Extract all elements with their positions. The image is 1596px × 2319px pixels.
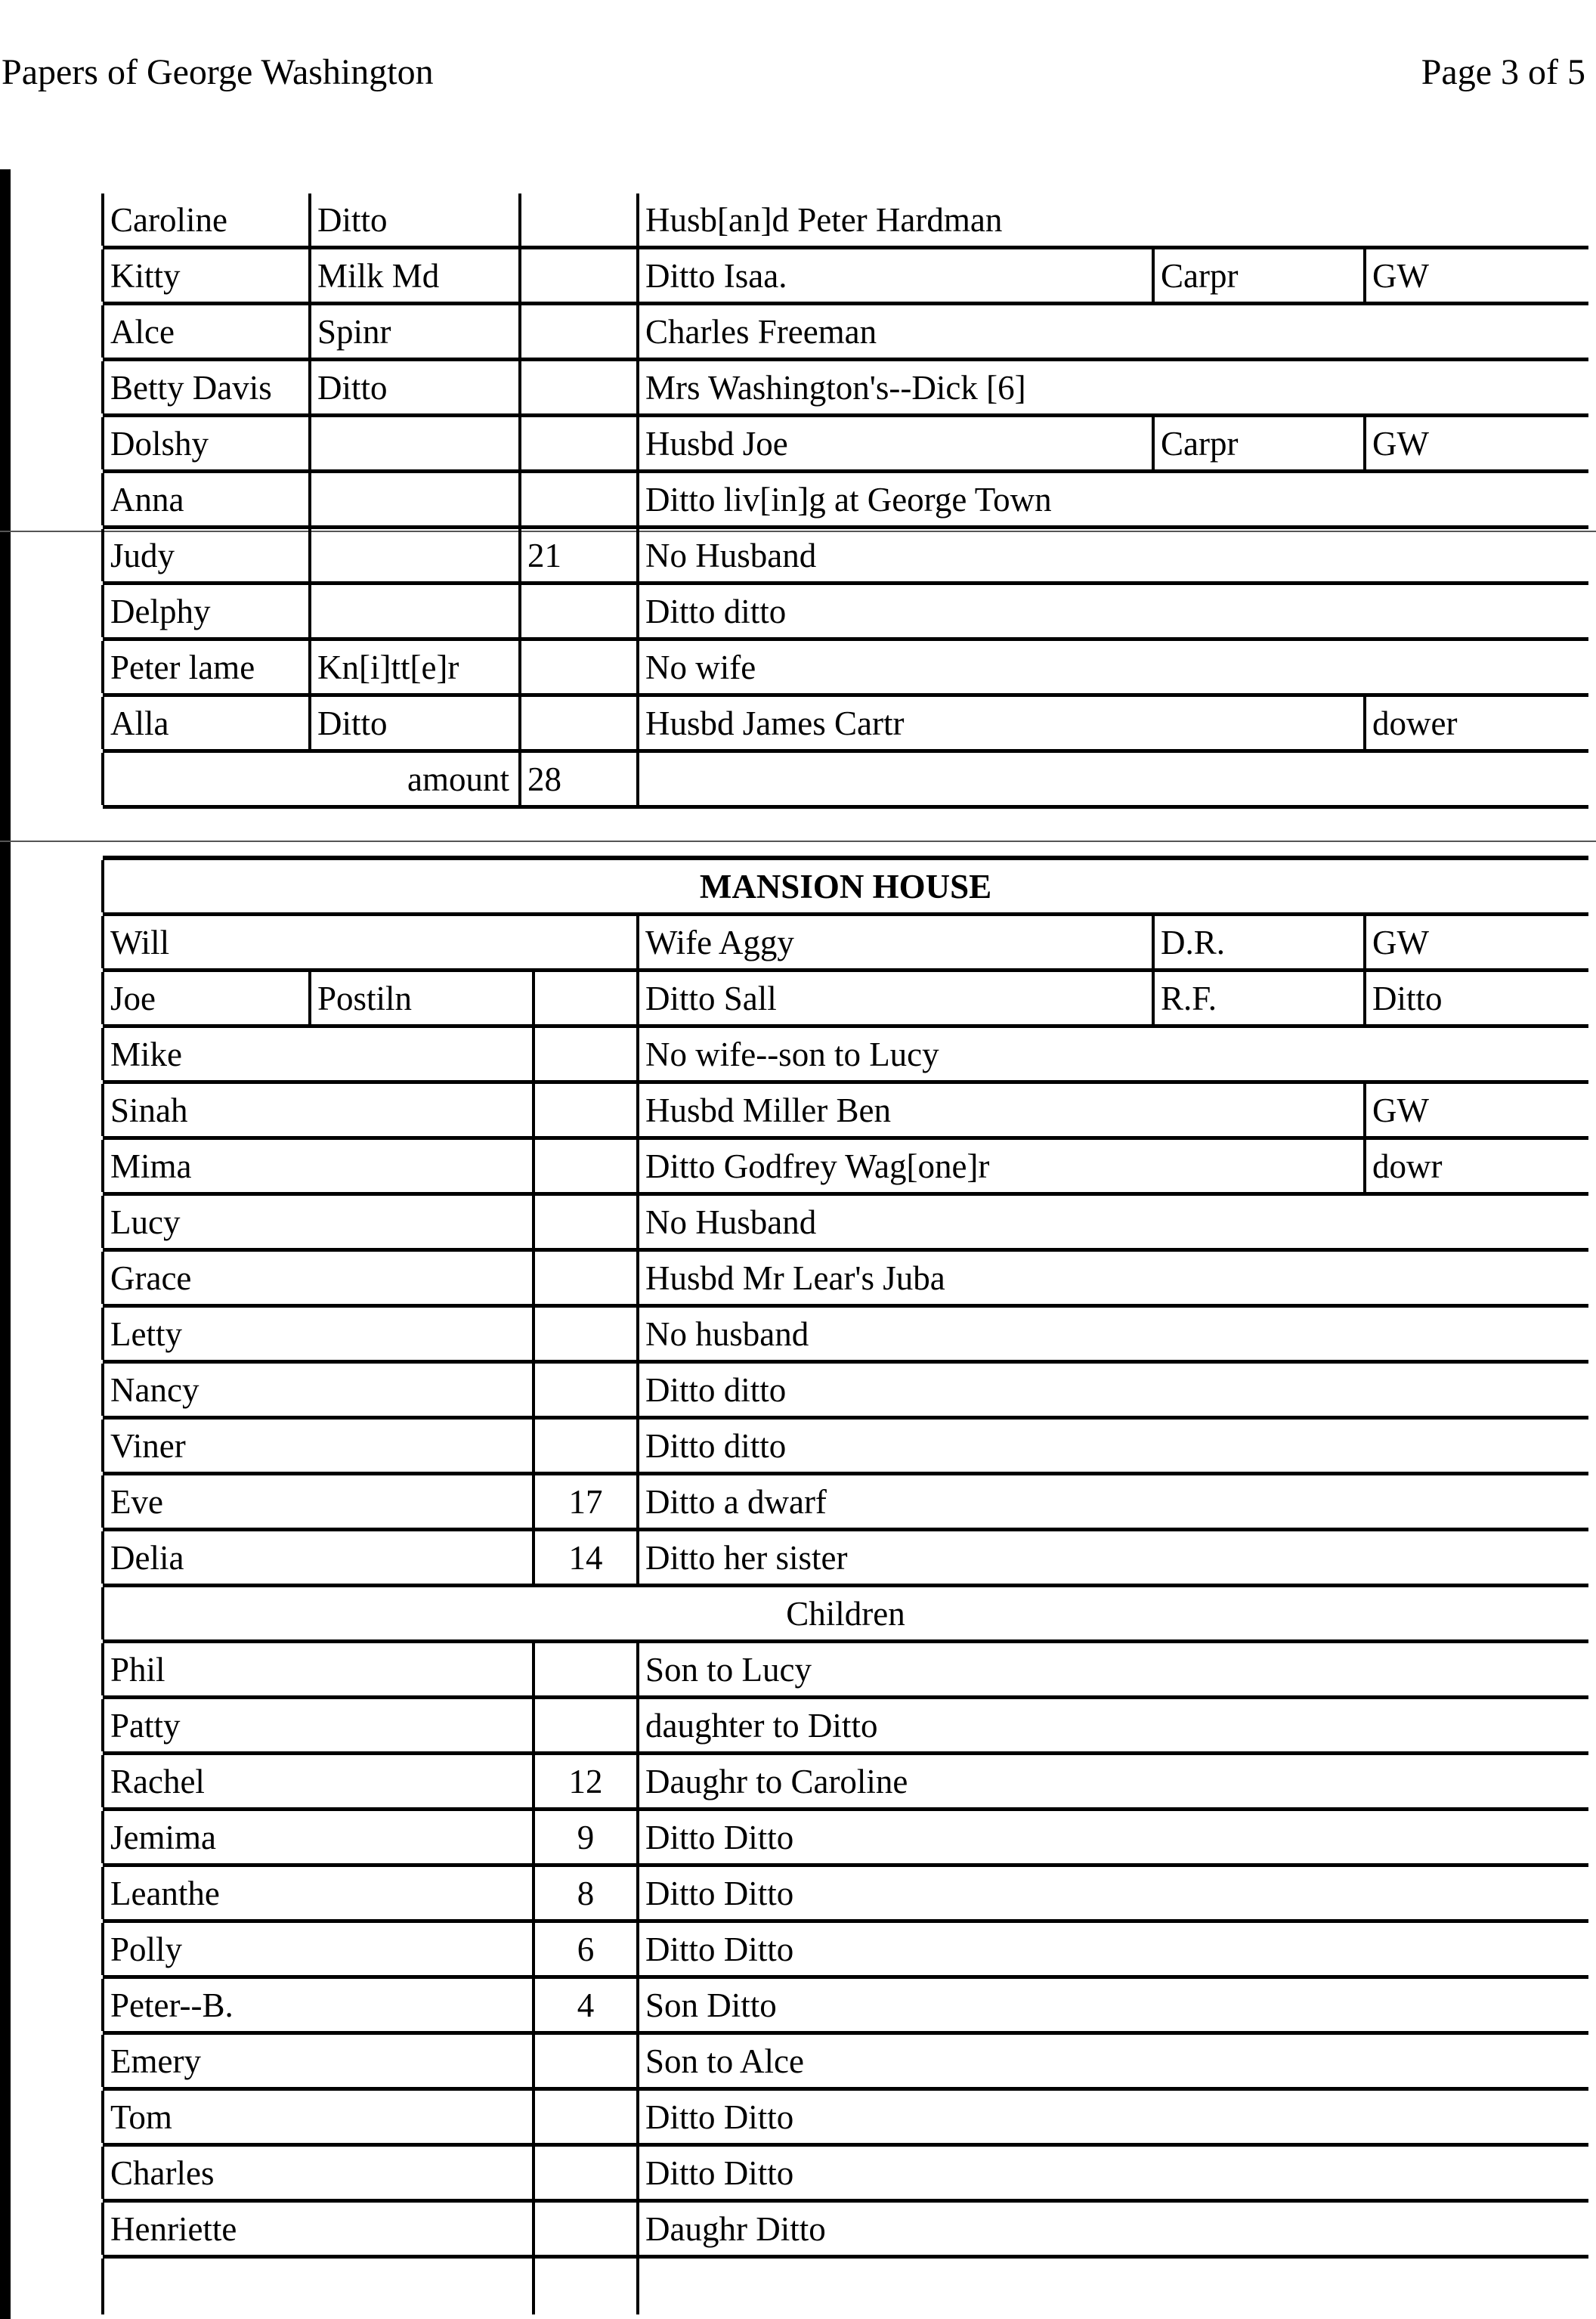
name-cell: Henriette [110, 2209, 237, 2248]
name-cell: Viner [110, 1426, 186, 1465]
age-cell: 21 [527, 536, 561, 574]
name-cell: Jemima [110, 1818, 216, 1856]
spouse-cell: Ditto ditto [645, 1370, 787, 1409]
mansion-house-table [103, 856, 1588, 2314]
spouse-occupation-cell: D.R. [1161, 923, 1226, 961]
table-row [103, 697, 1588, 753]
section-title: MANSION HOUSE [699, 867, 992, 906]
spouse-cell: Husbd James Cartr [645, 704, 905, 742]
document-title: Papers of George Washington [2, 52, 434, 92]
name-cell: Peter--B. [110, 1986, 234, 2024]
column-line [532, 2259, 535, 2314]
occupation-cell: Spinr [317, 312, 391, 351]
owner-cell: dowr [1372, 1147, 1443, 1185]
table-row [103, 1140, 1588, 1196]
relation-cell: Ditto Ditto [645, 2098, 794, 2136]
name-cell: Patty [110, 1706, 181, 1745]
name-cell: Tom [110, 2098, 172, 2136]
relation-cell: Son Ditto [645, 1986, 777, 2024]
name-cell: Grace [110, 1259, 192, 1297]
name-cell: Kitty [110, 256, 181, 295]
owner-cell: GW [1372, 424, 1429, 463]
spouse-cell: Wife Aggy [645, 923, 794, 961]
name-cell: Charles [110, 2153, 215, 2192]
age-cell [534, 1140, 638, 1192]
occupation-cell [310, 417, 520, 469]
spouse-occupation-cell: R.F. [1161, 979, 1217, 1017]
table-row [103, 2147, 1588, 2203]
children-heading-row [103, 1587, 1588, 1643]
age-cell: 8 [577, 1874, 595, 1912]
age-cell [534, 1196, 638, 1248]
table-row [103, 1308, 1588, 1364]
table-row [103, 2035, 1588, 2091]
spouse-cell: No wife--son to Lucy [645, 1035, 939, 1073]
table-row [103, 1531, 1588, 1587]
amount-label: amount [407, 760, 509, 798]
name-cell: Delia [110, 1538, 184, 1577]
spouse-occupation-cell: Carpr [1161, 256, 1239, 295]
spouse-cell: Husbd Mr Lear's Juba [645, 1259, 945, 1297]
spouse-cell: Husbd Joe [645, 424, 788, 463]
spouse-cell: No husband [645, 1314, 809, 1353]
occupation-cell: Kn[i]tt[e]r [317, 648, 459, 686]
page-number: Page 3 of 5 [1421, 52, 1585, 92]
relation-cell: Son to Lucy [645, 1650, 812, 1689]
occupation-cell: Ditto [317, 200, 388, 239]
spouse-cell: Charles Freeman [645, 312, 877, 351]
owner-cell: Ditto [1372, 979, 1443, 1017]
spouse-cell: Ditto liv[in]g at George Town [645, 480, 1052, 519]
age-cell [534, 972, 638, 1024]
occupation-cell: Postiln [317, 979, 413, 1017]
spouse-cell: Ditto her sister [645, 1538, 848, 1577]
name-cell: Eve [110, 1482, 163, 1521]
spouse-cell: Ditto Sall [645, 979, 777, 1017]
age-cell [520, 473, 638, 525]
age-cell [534, 1699, 638, 1751]
age-cell [520, 249, 638, 302]
age-cell [520, 585, 638, 637]
table-row [103, 1196, 1588, 1252]
table-row [103, 1755, 1588, 1811]
table-row [103, 1811, 1588, 1867]
table-row [103, 1364, 1588, 1420]
left-border [101, 2259, 104, 2314]
table-row [103, 585, 1588, 641]
table-row [103, 417, 1588, 473]
table-row [103, 972, 1588, 1028]
table-row [103, 361, 1588, 417]
table-row [103, 1252, 1588, 1308]
spouse-cell: No wife [645, 648, 756, 686]
age-cell: 12 [568, 1762, 603, 1800]
relation-cell: Daughr Ditto [645, 2209, 826, 2248]
age-cell [534, 1308, 638, 1360]
age-cell [520, 697, 638, 749]
age-cell [520, 361, 638, 413]
occupation-cell [310, 473, 520, 525]
name-cell: Mima [110, 1147, 192, 1185]
name-cell: Letty [110, 1314, 182, 1353]
table-row [103, 1475, 1588, 1531]
owner-cell: GW [1372, 923, 1429, 961]
name-cell: Rachel [110, 1762, 205, 1800]
table-row [103, 529, 1588, 585]
name-cell: Nancy [110, 1370, 200, 1409]
table-row [103, 473, 1588, 529]
name-cell: Joe [110, 979, 156, 1017]
occupation-cell [310, 529, 520, 581]
name-cell: Phil [110, 1650, 165, 1689]
spouse-cell: Ditto Isaa. [645, 256, 787, 295]
spouse-cell: Husbd Miller Ben [645, 1091, 891, 1129]
relation-cell: Daughr to Caroline [645, 1762, 908, 1800]
left-margin-bar [0, 169, 11, 2319]
household-table [103, 194, 1588, 809]
table-row [103, 916, 1588, 972]
age-cell [534, 1420, 638, 1472]
table-row [103, 1923, 1588, 1979]
age-cell [534, 1084, 638, 1136]
spouse-cell: Mrs Washington's--Dick [6] [645, 368, 1026, 407]
occupation-cell: Ditto [317, 704, 388, 742]
age-cell [520, 305, 638, 358]
amount-row [103, 753, 1588, 809]
table-row [103, 305, 1588, 361]
table-row [103, 2203, 1588, 2259]
relation-cell: Ditto Ditto [645, 1818, 794, 1856]
name-cell: Betty Davis [110, 368, 272, 407]
occupation-cell: Milk Md [317, 256, 440, 295]
name-cell: Will [110, 923, 170, 961]
relation-cell: Ditto Ditto [645, 1874, 794, 1912]
name-cell: Dolshy [110, 424, 209, 463]
column-line [636, 2259, 639, 2314]
column-line [636, 753, 639, 805]
table-row [103, 1979, 1588, 2035]
table-row [103, 194, 1588, 249]
table-row [103, 1699, 1588, 1755]
owner-cell: GW [1372, 256, 1429, 295]
age-cell: 9 [577, 1818, 595, 1856]
amount-value: 28 [527, 760, 561, 798]
spouse-cell: Ditto a dwarf [645, 1482, 827, 1521]
table-row [103, 1420, 1588, 1475]
name-cell: Alce [110, 312, 175, 351]
table-row [103, 1867, 1588, 1923]
owner-cell: GW [1372, 1091, 1429, 1129]
table-row [103, 1643, 1588, 1699]
name-cell: Delphy [110, 592, 211, 630]
age-cell: 6 [577, 1930, 595, 1968]
name-cell: Mike [110, 1035, 182, 1073]
spouse-cell: Ditto ditto [645, 592, 787, 630]
name-cell: Lucy [110, 1203, 181, 1241]
name-cell: Anna [110, 480, 184, 519]
table-row-partial [103, 2259, 1588, 2314]
name-cell: Polly [110, 1930, 183, 1968]
age-cell [534, 2035, 638, 2087]
owner-cell: dower [1372, 704, 1458, 742]
occupation-cell [310, 585, 520, 637]
age-cell [520, 641, 638, 693]
age-cell [534, 1643, 638, 1695]
relation-cell: daughter to Ditto [645, 1706, 878, 1745]
age-cell [520, 194, 638, 246]
name-cell: Sinah [110, 1091, 188, 1129]
spouse-cell: No Husband [645, 1203, 817, 1241]
table-row [103, 1084, 1588, 1140]
name-cell: Leanthe [110, 1874, 220, 1912]
age-cell [520, 417, 638, 469]
age-cell [534, 2147, 638, 2199]
age-cell [534, 1028, 638, 1080]
section-title-row [103, 860, 1588, 916]
age-cell [534, 2091, 638, 2143]
age-cell: 14 [568, 1538, 603, 1577]
name-cell: Peter lame [110, 648, 255, 686]
spouse-cell: Ditto ditto [645, 1426, 787, 1465]
name-cell: Judy [110, 536, 175, 574]
age-cell [534, 2203, 638, 2255]
age-cell: 4 [577, 1986, 595, 2024]
table-row [103, 641, 1588, 697]
spouse-occupation-cell: Carpr [1161, 424, 1239, 463]
age-cell: 17 [568, 1482, 603, 1521]
name-cell: Emery [110, 2042, 201, 2080]
table-row [103, 1028, 1588, 1084]
spouse-cell: No Husband [645, 536, 817, 574]
age-cell [534, 1252, 638, 1304]
age-cell [534, 1364, 638, 1416]
section-divider [0, 841, 1596, 842]
spouse-cell: Ditto Godfrey Wag[one]r [645, 1147, 990, 1185]
relation-cell: Ditto Ditto [645, 2153, 794, 2192]
name-cell: Caroline [110, 200, 227, 239]
occupation-cell: Ditto [317, 368, 388, 407]
spouse-cell: Husb[an]d Peter Hardman [645, 200, 1003, 239]
name-cell: Alla [110, 704, 169, 742]
table-row [103, 2091, 1588, 2147]
relation-cell: Son to Alce [645, 2042, 804, 2080]
relation-cell: Ditto Ditto [645, 1930, 794, 1968]
children-heading: Children [786, 1594, 905, 1633]
table-row [103, 249, 1588, 305]
